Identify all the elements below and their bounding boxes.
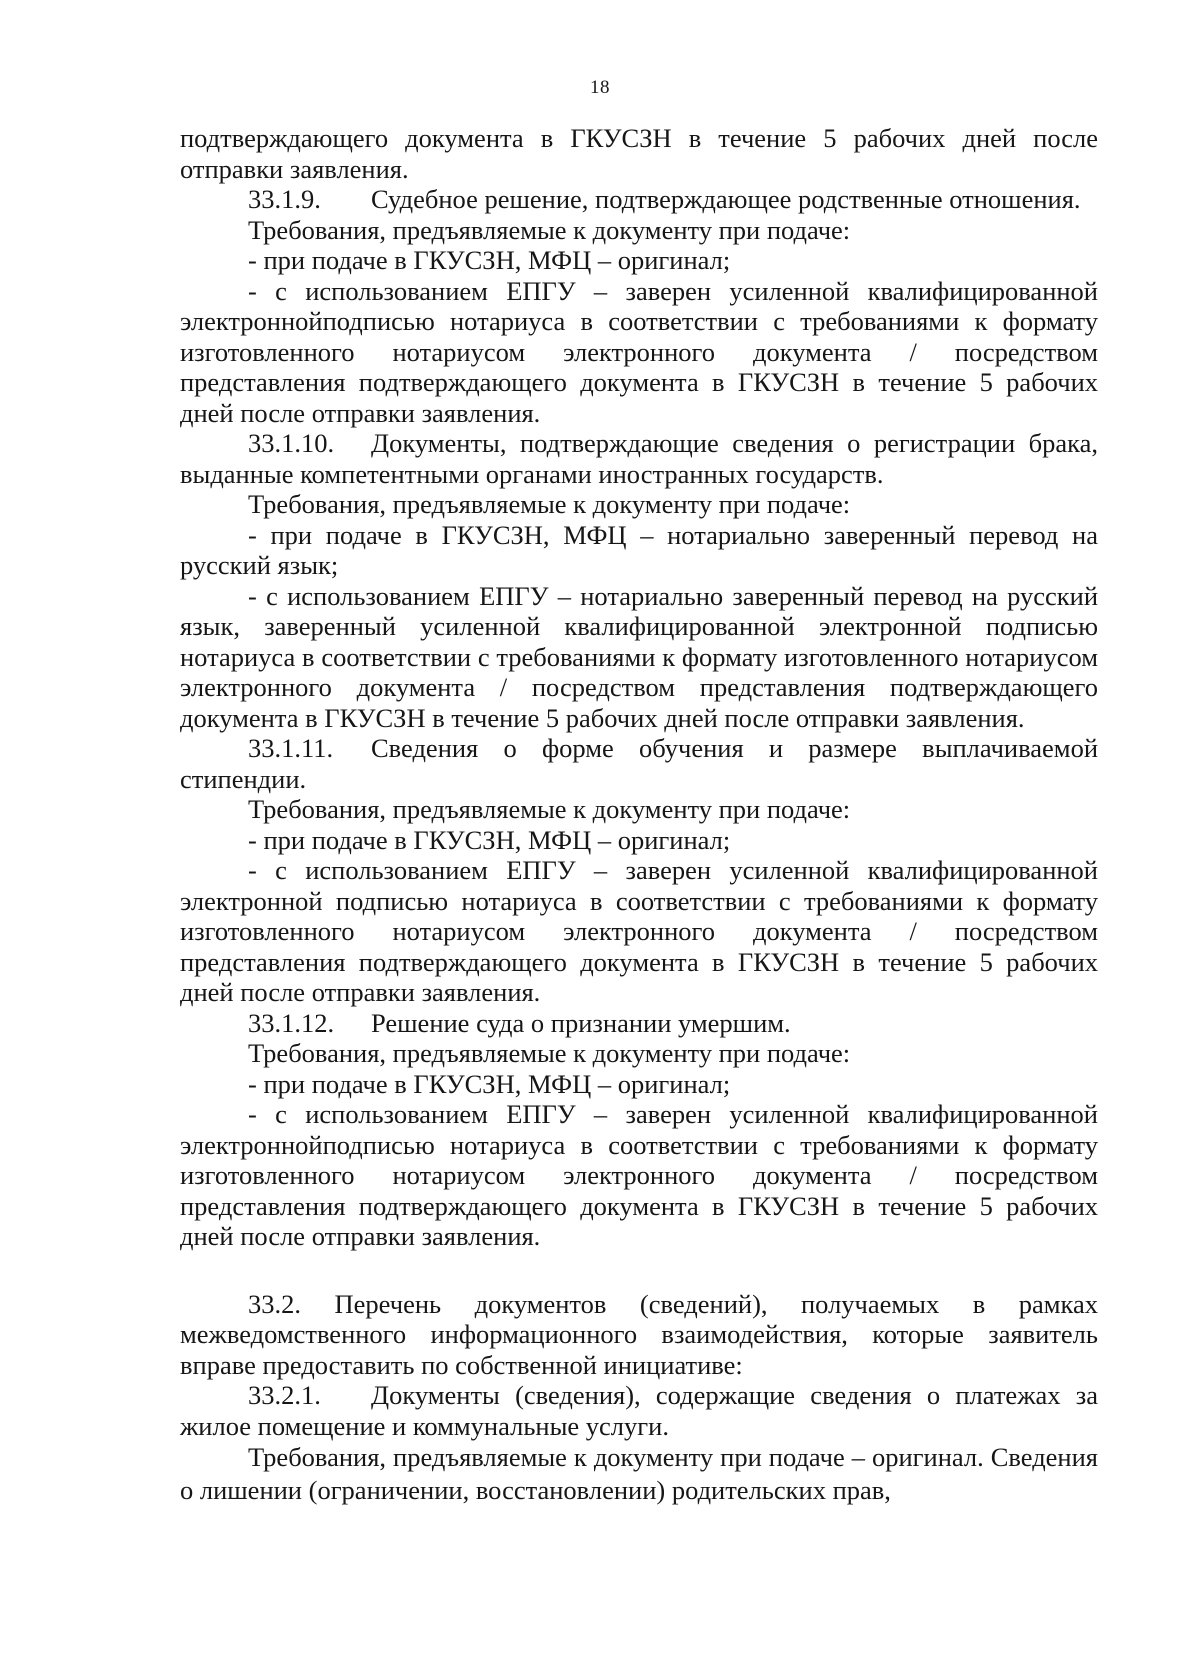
item-number: 33.1.9.	[248, 184, 321, 214]
section-33-2: 33.2. Перечень документов (сведений), получаемых в рамках межведомственного информационного взаимодействия, которые заявитель вправе предоставить по собственной инициативе:	[180, 1288, 1098, 1380]
requirement-in-person: - при подаче в ГКУСЗН, МФЦ – оригинал;	[248, 1068, 731, 1099]
requirement-in-person: - при подаче в ГКУСЗН, МФЦ – оригинал;	[248, 824, 731, 855]
item-number: 33.1.10.	[248, 428, 335, 458]
requirement-epgu: - с использованием ЕПГУ – заверен усиленной квалифицированной электронной подписью нотариуса в соответствии с требованиями к формату изготовленного нотариусом электронного документа / посредством представления подтверждающего документа в ГКУСЗН в течение 5 рабочих дней после отправки заявления.	[180, 855, 1098, 1007]
requirement-epgu: - с использованием ЕПГУ – заверен усиленной квалифицированной электроннойподписью нотариуса в соответствии с требованиями к формату изготовленного нотариусом электронного документа / посредством представления подтверждающего документа в ГКУСЗН в течение 5 рабочих дней после отправки заявления.	[180, 275, 1098, 428]
requirements-heading: Требования, предъявляемые к документу при подаче:	[248, 794, 851, 824]
item-text: Сведения о форме обучения и размере выплачиваемой стипендии.	[180, 733, 1098, 794]
item-33-2-1	[180, 1380, 1098, 1441]
paragraph-continuation: подтверждающего документа в ГКУСЗН в течение 5 рабочих дней после отправки заявления.	[180, 123, 1098, 184]
item-33-1-12	[180, 1008, 1098, 1039]
document-body	[180, 123, 1098, 1507]
requirements-paragraph: Требования, предъявляемые к документу при подаче – оригинал. Сведения о лишении (ограничении, восстановлении) родительских прав,	[180, 1442, 1098, 1505]
item-number: 33.1.11.	[248, 733, 334, 763]
requirement-epgu: - с использованием ЕПГУ – нотариально заверенный перевод на русский язык, заверенный усиленной квалифицированной электронной подписью нотариуса в соответствии с требованиями к формату изготовленного нотариусом электронного документа / посредством представления подтверждающего документа в ГКУСЗН в течение 5 рабочих дней после отправки заявления.	[180, 580, 1098, 733]
item-number: 33.1.12.	[248, 1007, 335, 1038]
item-text: Документы, подтверждающие сведения о регистрации брака, выданные компетентными органами иностранных государств.	[180, 428, 1098, 489]
requirements-heading: Требования, предъявляемые к документу при подаче:	[248, 489, 851, 519]
item-33-1-9	[180, 184, 1098, 215]
page-number: 18	[590, 77, 610, 98]
item-33-1-10	[180, 428, 1098, 489]
requirement-in-person: - при подаче в ГКУСЗН, МФЦ – нотариально заверенный перевод на русский язык;	[180, 519, 1098, 580]
item-number: 33.2.1.	[248, 1380, 321, 1410]
requirement-epgu: - с использованием ЕПГУ – заверен усиленной квалифицированной электроннойподписью нотариуса в соответствии с требованиями к формату изготовленного нотариусом электронного документа / посредством представления подтверждающего документа в ГКУСЗН в течение 5 рабочих дней после отправки заявления.	[180, 1099, 1098, 1251]
item-text: Судебное решение, подтверждающее родственные отношения.	[371, 184, 1081, 214]
requirements-heading: Требования, предъявляемые к документу при подаче:	[248, 1038, 851, 1068]
requirement-in-person: - при подаче в ГКУСЗН, МФЦ – оригинал;	[248, 245, 731, 275]
item-text: Документы (сведения), содержащие сведения о платежах за жилое помещение и коммунальные услуги.	[180, 1380, 1098, 1441]
item-33-1-11	[180, 733, 1098, 794]
item-text: Решение суда о признании умершим.	[371, 1007, 791, 1038]
section-spacer	[180, 1252, 1098, 1289]
requirements-heading: Требования, предъявляемые к документу при подаче:	[248, 214, 851, 245]
